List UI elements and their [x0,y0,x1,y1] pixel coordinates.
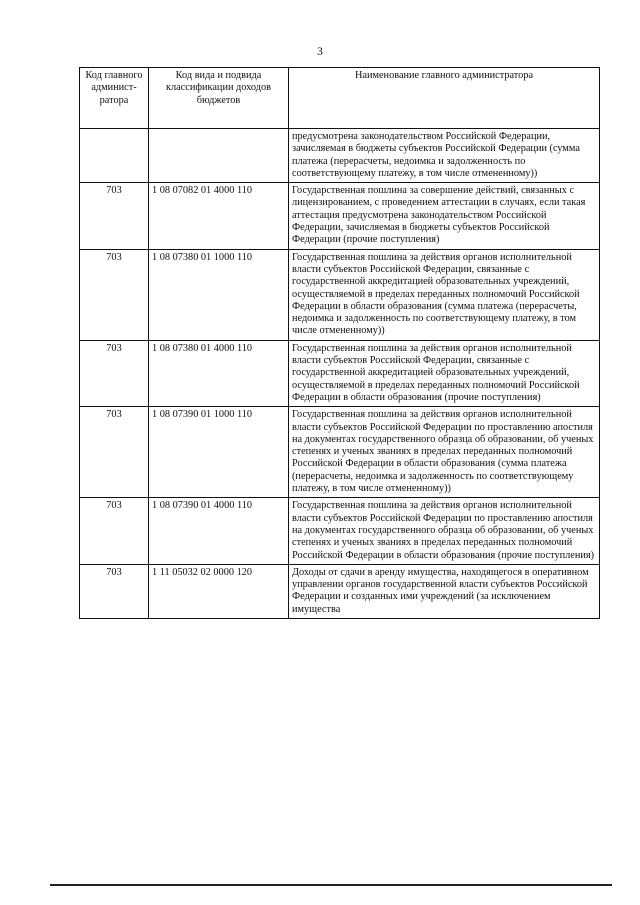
bottom-rule [50,884,612,886]
classification-code-cell: 1 08 07390 01 1000 110 [149,407,289,498]
admin-code-cell [80,129,149,183]
header-classification-code: Код вида и подвида классификации доходов бюджетов [149,68,289,129]
admin-code-cell: 703 [80,340,149,406]
administrator-name-cell: Государственная пошлина за совершение действий, связанных с лицензированием, с проведением аттестации в случаях, если такая аттестация предусмотрена законодательством Российской Федерации, зачисляемая в бюджеты субъектов Российской Федерации (прочие поступления) [289,183,600,249]
administrator-name-cell: Государственная пошлина за действия органов исполнительной власти субъектов Российской Федерации по проставлению апостиля на документах государственного образца об образовании, об ученых степенях и ученых званиях в пределах переданных полномочий Российской Федерации в области образования (сумма платежа (перерасчеты, недоимка и задолженность по соответствующему платежу, в том числе отмененному)) [289,407,600,498]
revenue-administrators-table [79,67,600,619]
administrator-name-cell: предусмотрена законодательством Российской Федерации, зачисляемая в бюджеты субъектов Российской Федерации (сумма платежа (перерасчеты, недоимка и задолженность по соответствующему платежу, в том числе отмененному)) [289,129,600,183]
administrator-name-cell: Государственная пошлина за действия органов исполнительной власти субъектов Российской Федерации, связанные с государственной аккредитацией образовательных учреждений, осуществляемой в пределах переданных полномочий Российской Федерации в области образования (прочие поступления) [289,340,600,406]
page-number: 3 [317,46,323,58]
admin-code-cell: 703 [80,498,149,564]
administrator-name-cell: Государственная пошлина за действия органов исполнительной власти субъектов Российской Федерации по проставлению апостиля на документах государственного образца об образовании, об ученых степенях и ученых званиях в пределах переданных полномочий Российской Федерации в области образования (прочие поступления) [289,498,600,564]
admin-code-cell: 703 [80,564,149,618]
admin-code-cell: 703 [80,407,149,498]
admin-code-cell: 703 [80,249,149,340]
administrator-name-cell: Доходы от сдачи в аренду имущества, находящегося в оперативном управлении органов государственной власти субъектов Российской Федерации и созданных ими учреждений (за исключением имущества [289,564,600,618]
header-admin-code: Код главного админист-ратора [80,68,149,129]
header-administrator-name: Наименование главного администратора [289,68,600,129]
table-row [80,564,600,618]
classification-code-cell: 1 08 07082 01 4000 110 [149,183,289,249]
classification-code-cell: 1 08 07390 01 4000 110 [149,498,289,564]
classification-code-cell: 1 11 05032 02 0000 120 [149,564,289,618]
table-row [80,129,600,183]
table-row [80,183,600,249]
table-row [80,407,600,498]
classification-code-cell [149,129,289,183]
admin-code-cell: 703 [80,183,149,249]
classification-code-cell: 1 08 07380 01 1000 110 [149,249,289,340]
table-row [80,249,600,340]
table-header-row [80,68,600,129]
administrator-name-cell: Государственная пошлина за действия органов исполнительной власти субъектов Российской Федерации, связанные с государственной аккредитацией образовательных учреждений, осуществляемой в пределах переданных полномочий Российской Федерации в области образования (сумма платежа (перерасчеты, недоимка и задолженность по соответствующему платежу, в том числе отмененному)) [289,249,600,340]
table-row [80,498,600,564]
table-row [80,340,600,406]
classification-code-cell: 1 08 07380 01 4000 110 [149,340,289,406]
